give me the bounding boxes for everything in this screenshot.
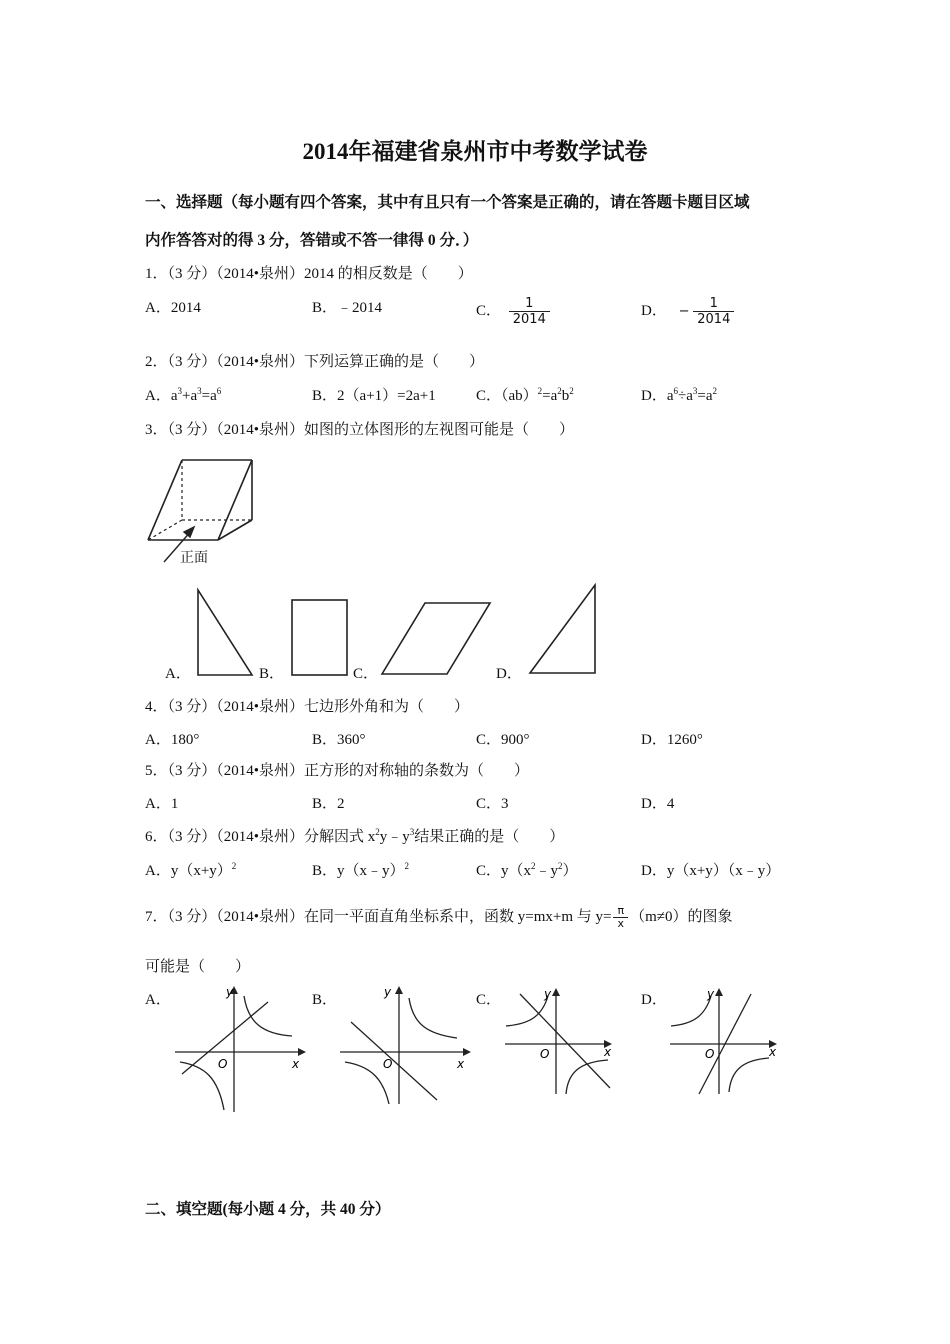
q1-d-denominator: 2014 [697, 312, 731, 327]
section-heading-choice-line1: 一、选择题（每小题有四个答案，其中有且只有一个答案是正确的，请在答题卡题目区域 [145, 194, 750, 211]
section-heading-fill-in: 二、填空题(每小题 4 分，共 40 分） [145, 1201, 391, 1218]
q7-d-origin-label: O [705, 1047, 715, 1061]
question-7-stem [145, 905, 733, 930]
q7-graph-b [335, 982, 475, 1117]
page-title: 2014年福建省泉州市中考数学试卷 [302, 139, 648, 164]
x-axis-arrow [298, 1048, 306, 1056]
q3-option-c-shape [375, 595, 495, 680]
line-graph [520, 994, 610, 1088]
q7-b-x-label: x [457, 1057, 465, 1071]
q5-option-a: A．1 [145, 796, 179, 812]
q5-option-d: D．4 [641, 796, 675, 812]
q6-stem-post: 结果正确的是（ ） [414, 829, 565, 845]
q6-stem-pre: 6．（3 分）（2014•泉州）分解因式 x [145, 829, 376, 845]
q7-frac-denominator: x [617, 917, 625, 931]
q7-option-a-label: A． [145, 992, 171, 1008]
q5-option-b: B．2 [312, 796, 345, 812]
q7-a-origin-label: O [218, 1057, 228, 1071]
q4-option-c: C．900° [476, 732, 530, 748]
q2-option-a: A．$a^3+a^3=a^6$ [145, 386, 222, 404]
q2-option-d: D．$a^6\div a^3=a^2$ [641, 386, 718, 404]
q1-option-d-label: D． [641, 302, 667, 319]
q1-option-c-label: C． [476, 302, 502, 319]
question-1-stem: 1．（3 分）（2014•泉州）2014 的相反数是（ ） [145, 266, 473, 282]
hyperbola-branch-2 [566, 1060, 608, 1094]
q3-front-label: 正面 [180, 550, 208, 566]
q1-c-numerator: 1 [509, 296, 550, 312]
q2-option-b: B．2（a+1）=2a+1 [312, 388, 436, 404]
q2-option-c-label: C．（ab） [476, 388, 538, 404]
q7-c-origin-label: O [540, 1047, 550, 1061]
q1-option-a: A．2014 [145, 300, 201, 316]
q7-stem-post: （m≠0）的图象 [630, 909, 733, 925]
q1-option-d [641, 296, 734, 327]
q6-option-c-label: C．y（x [476, 863, 532, 879]
q7-graph-d [665, 982, 785, 1107]
q3-option-c-label: C． [353, 666, 379, 682]
section-heading-choice-line2: 内作答答对的得 3 分，答错或不答一律得 0 分．） [145, 232, 479, 249]
q2-option-d-label: D． [641, 388, 667, 404]
q7-graph-a [170, 982, 310, 1117]
question-3-stem: 3．（3 分）（2014•泉州）如图的立体图形的左视图可能是（ ） [145, 422, 575, 438]
q1-option-c [476, 296, 550, 327]
q1-d-numerator: 1 [693, 296, 734, 312]
hyperbola-branch-1 [409, 998, 457, 1038]
q7-b-origin-label: O [383, 1057, 393, 1071]
q4-option-a: A．180° [145, 732, 200, 748]
q1-c-denominator: 2014 [512, 312, 546, 327]
question-4-stem: 4．（3 分）（2014•泉州）七边形外角和为（ ） [145, 699, 470, 715]
q2-option-c: C．$(ab)^2=a^2b^2$ [476, 386, 574, 404]
q6-option-d: D．y（x+y）（x﹣y） [641, 863, 781, 879]
q5-option-c: C．3 [476, 796, 509, 812]
y-axis-arrow [552, 988, 560, 996]
q7-option-c-label: C． [476, 992, 502, 1008]
hyperbola-branch-1 [671, 996, 711, 1026]
q7-frac-numerator: π [613, 905, 628, 918]
q1-option-b: B．﹣2014 [312, 300, 383, 316]
q3-option-b-shape [285, 595, 355, 680]
q6-option-b-label: B．y（x﹣y） [312, 863, 405, 879]
question-7-stem-line2: 可能是（ ） [145, 959, 251, 975]
q7-fraction [613, 905, 628, 930]
q7-option-d-label: D． [641, 992, 667, 1008]
q7-a-x-label: x [292, 1057, 300, 1071]
y-axis-arrow [395, 986, 403, 994]
q7-c-y-label: y [544, 987, 552, 1001]
q7-stem-pre: 7．（3 分）（2014•泉州）在同一平面直角坐标系中，函数 y=mx+m 与 y= [145, 909, 612, 925]
q2-option-a-label: A． [145, 388, 171, 404]
q3-option-d-label: D． [496, 666, 522, 682]
q1-option-d-fraction [693, 296, 734, 327]
y-axis-arrow [715, 988, 723, 996]
line-graph [351, 1022, 437, 1100]
q7-graph-c [500, 982, 620, 1107]
q7-a-y-label: y [226, 985, 234, 999]
q7-d-x-label: x [769, 1045, 777, 1059]
q7-option-b-label: B． [312, 992, 338, 1008]
q7-d-y-label: y [707, 987, 715, 1001]
q6-option-b: B．y（x﹣y）$^2$ [312, 861, 410, 879]
q3-option-b-label: B． [259, 666, 285, 682]
q4-option-b: B．360° [312, 732, 366, 748]
q7-b-y-label: y [384, 985, 392, 999]
q3-option-d-shape [520, 580, 605, 680]
q6-option-a-label: A．y（x+y） [145, 863, 232, 879]
question-6-stem: 6．（3 分）（2014•泉州）分解因式 $x^2y﹣y^3$结果正确的是（ ） [145, 827, 565, 845]
q6-option-a: A．$y(x+y)^2$ [145, 861, 237, 879]
q7-c-x-label: x [604, 1045, 612, 1059]
q3-option-a-shape [190, 585, 260, 680]
q3-option-a-label: A． [165, 666, 191, 682]
hyperbola-branch-2 [729, 1058, 769, 1092]
q1-d-sign: − [678, 303, 690, 319]
q1-option-c-fraction [509, 296, 550, 327]
question-2-stem: 2．（3 分）（2014•泉州）下列运算正确的是（ ） [145, 354, 485, 370]
q6-option-c: C．$y(x^2﹣y^2)$ [476, 861, 578, 879]
q4-option-d: D．1260° [641, 732, 703, 748]
question-5-stem: 5．（3 分）（2014•泉州）正方形的对称轴的条数为（ ） [145, 763, 530, 779]
x-axis-arrow [463, 1048, 471, 1056]
